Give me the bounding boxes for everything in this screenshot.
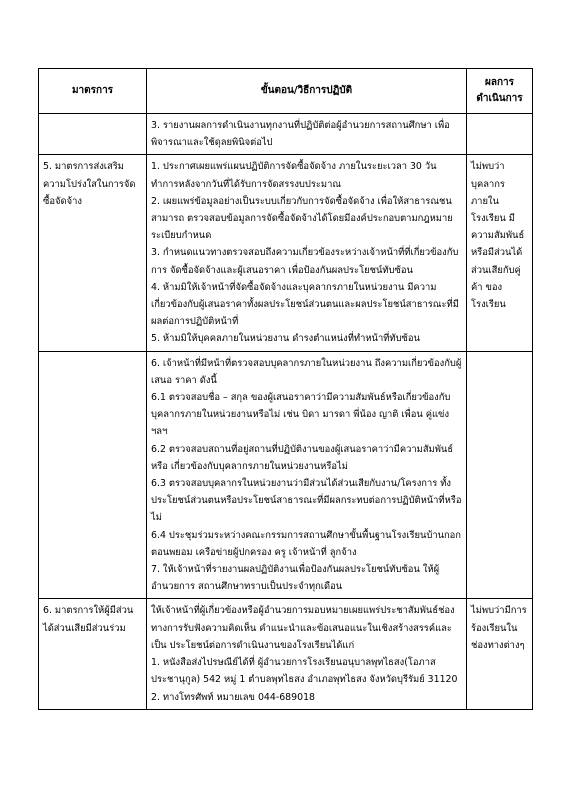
steps-cell: 1. ประกาศเผยแพร่แผนปฏิบัติการจัดซื้อจัดจ้าง ภายในระยะเวลา 30 วันทำการหลังจากวันที่ได้รับการจัดสรรงบประมาณ 2. เผยแพร่ข้อมูลอย่างเป็นระบบเกี่ยวกับการจัดซื้อจัดจ้าง เพื่อให้สาธารณชนสามารถ ตรวจสอบข้อมูลการจัดซื้อจัดจ้างได้โดยมีองค์ประกอบตามกฎหมายระเบียบกำหนด 3. กำหนดแนวทางตรวจสอบถึงความเกี่ยวข้องระหว่างเจ้าหน้าที่ที่เกี่ยวข้องกับการ จัดซื้อจัดจ้างและผู้เสนอราคา เพื่อป้องกันผลประโยชน์ทับซ้อน 4. ห้ามมิให้เจ้าหน้าที่จัดซื้อจัดจ้างและบุคลากรภายในหน่วยงาน มีความเกี่ยวข้องกับผู้เสนอราคาทั้งผลประโยชน์ส่วนตนและผลประโยชน์สาธารณะที่มีผลต่อการปฏิบัติหน้าที่ 5. ห้ามมิให้บุคคลภายในหน่วยงาน ดำรงตำแหน่งที่ทำหน้าที่ทับซ้อน (147, 155, 467, 351)
measure-cell: 5. มาตรการส่งเสริมความโปร่งใสในการจัดซื้อจัดจ้าง (39, 155, 147, 351)
table-row (39, 351, 533, 599)
steps-cell: 3. รายงานผลการดำเนินงานทุกงานที่ปฏิบัติต่อผู้อำนวยการสถานศึกษา เพื่อพิจารณาและใช้ดุลยพินิจต่อไป (147, 114, 467, 155)
result-cell: ไม่พบว่าบุคลากรภายในโรงเรียน มีความสัมพันธ์หรือมีส่วนได้ส่วนเสียกับคู่ค้า ของโรงเรียน (467, 155, 533, 351)
table-row (39, 155, 533, 351)
header-measure: มาตรการ (39, 69, 147, 114)
result-cell (467, 114, 533, 155)
header-result: ผลการ ดำเนินการ (467, 69, 533, 114)
measures-table (38, 68, 533, 710)
table-row (39, 599, 533, 709)
result-cell (467, 351, 533, 599)
measure-cell: 6. มาตรการให้ผู้มีส่วนได้ส่วนเสียมีส่วนร่วม (39, 599, 147, 709)
header-steps: ขั้นตอน/วิธีการปฏิบัติ (147, 69, 467, 114)
steps-cell: 6. เจ้าหน้าที่มีหน้าที่ตรวจสอบบุคลากรภายในหน่วยงาน ถึงความเกี่ยวข้องกับผู้เสนอ ราคา ดังนี้ 6.1 ตรวจสอบชื่อ – สกุล ของผู้เสนอราคาว่ามีความสัมพันธ์หรือเกี่ยวข้องกับบุคลากรภายในหน่วยงานหรือไม่ เช่น บิดา มารดา พี่น้อง ญาติ เพื่อน คู่แข่ง ฯลฯ 6.2 ตรวจสอบสถานที่อยู่สถานที่ปฏิบัติงานของผู้เสนอราคาว่ามีความสัมพันธ์หรือ เกี่ยวข้องกับบุคลากรภายในหน่วยงานหรือไม่ 6.3 ตรวจสอบบุคลากรในหน่วยงานว่ามีส่วนได้ส่วนเสียกับงาน/โครงการ ทั้งประโยชน์ส่วนตนหรือประโยชน์สาธารณะที่มีผลกระทบต่อการปฏิบัติหน้าที่หรือไม่ 6.4 ประชุมร่วมระหว่างคณะกรรมการสถานศึกษาขั้นพื้นฐานโรงเรียนบ้านกอกตอนพยอม เครือข่ายผู้ปกครอง ครู เจ้าหน้าที่ ลูกจ้าง 7. ให้เจ้าหน้าที่รายงานผลปฏิบัติงานเพื่อป้องกันผลประโยชน์ทับซ้อน ให้ผู้อำนวยการ สถานศึกษาทราบเป็นประจำทุกเดือน (147, 351, 467, 599)
result-cell: ไม่พบว่ามีการร้องเรียนในช่องทางต่างๆ (467, 599, 533, 709)
steps-cell: ให้เจ้าหน้าที่ผู้เกี่ยวข้องหรือผู้อำนวยการมอบหมายเผยแพร่ประชาสัมพันธ์ช่องทางการรับฟังความคิดเห็น คำแนะนำและข้อเสนอแนะในเชิงสร้างสรรค์และเป็น ประโยชน์ต่อการดำเนินงานของโรงเรียนได้แก่ 1. หนังสือส่งไปรษณีย์ได้ที่ ผู้อำนวยการโรงเรียนอนุบาลพุทไธสง(โอภาสประชานุกูล) 542 หมู่ 1 ตำบลพุทไธสง อำเภอพุทไธสง จังหวัดบุรีรัมย์ 31120 2. ทางโทรศัพท์ หมายเลข 044-689018 (147, 599, 467, 709)
measure-cell (39, 351, 147, 599)
table-row (39, 114, 533, 155)
header-row (39, 69, 533, 114)
measure-cell (39, 114, 147, 155)
